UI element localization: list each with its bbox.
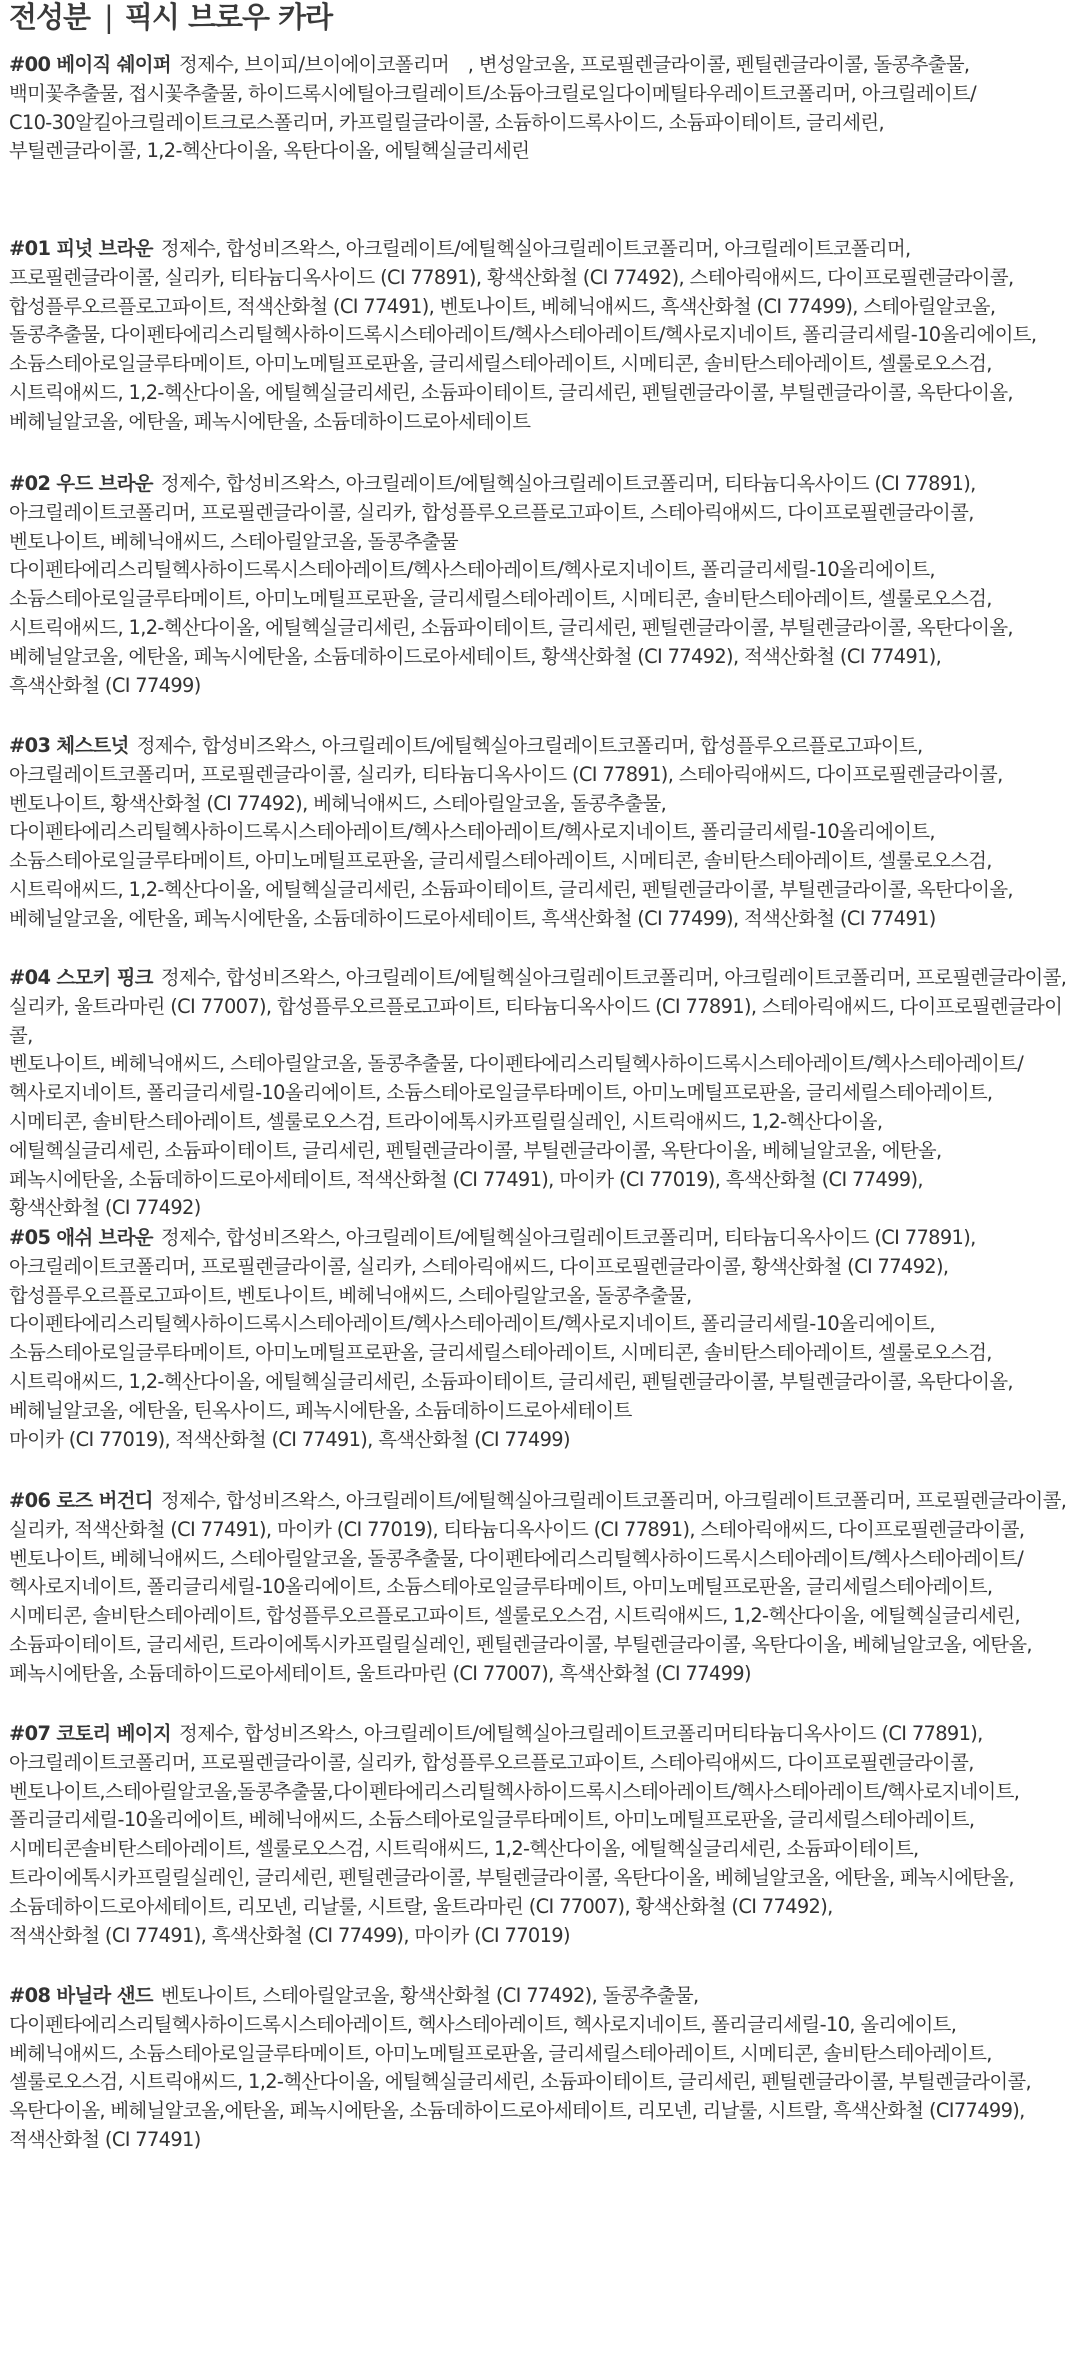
shade-name: #01 피넛 브라운 [9, 237, 153, 260]
shade-name: #03 체스트넛 [9, 734, 129, 757]
ingredient-section-00 [9, 51, 1072, 166]
ingredient-section-08 [9, 1982, 1072, 2155]
product-name: 픽시 브로우 카라 [124, 0, 333, 34]
shade-name: #04 스모키 핑크 [9, 966, 153, 989]
ingredient-section-05 [9, 1224, 1072, 1454]
ingredient-list: 정제수, 브이피/브이에이코폴리머 , 변성알코올, 프로필렌글라이콜, 펜틸렌글라이콜, 돌콩추출물, 백미꽃추출물, 접시꽃추출물, 하이드록시에틸아크릴레이트/소듐아크릴로일다이메틸타우레이트코폴리머, 아크릴레이트/ C10-30알킬아크릴레이트크로스폴리머, 카프릴릴글라이콜, 소듐하이드록사이드, 소듐파이테이트, 글리세린, 부틸렌글라이콜, 1,2-헥산다이올, 옥탄다이올, 에틸헥실글리세린 [9, 53, 976, 163]
ingredient-section-04 [9, 964, 1072, 1223]
page-title [9, 0, 1072, 46]
ingredient-list: 정제수, 합성비즈왁스, 아크릴레이트/에틸헥실아크릴레이트코폴리머, 아크릴레이트코폴리머, 프로필렌글라이콜, 실리카, 울트라마린 (CI 77007), 합성플루오르플로고파이트, 티타늄디옥사이드 (CI 77891), 스테아릭애씨드, 다이프로필렌글라이콜, 벤토나이트, 베헤닉애씨드, 스테아릴알코올, 돌콩추출물, 다이펜타에리스리틸헥사하이드록시스테아레이트/헥사스테아레이트/ 헥사로지네이트, 폴리글리세릴-10올리에이트, 소듐스테아로일글루타메이트, 아미노메틸프로판올, 글리세릴스테아레이트, 시메티콘, 솔비탄스테아레이트, 셀룰로오스검, 트라이에톡시카프릴릴실레인, 시트릭애씨드, 1,2-헥산다이올, 에틸헥실글리세린, 소듐파이테이트, 글리세린, 펜틸렌글라이콜, 부틸렌글라이콜, 옥탄다이올, 베헤닐알코올, 에탄올, 페녹시에탄올, 소듐데하이드로아세테이트, 적색산화철 (CI 77491), 마이카 (CI 77019), 흑색산화철 (CI 77499), 황색산화철 (CI 77492) [9, 966, 1067, 1220]
ingredient-section-06 [9, 1487, 1072, 1689]
ingredient-list: 정제수, 합성비즈왁스, 아크릴레이트/에틸헥실아크릴레이트코폴리머, 아크릴레이트코폴리머, 프로필렌글라이콜, 실리카, 적색산화철 (CI 77491), 마이카 (CI 77019), 티타늄디옥사이드 (CI 77891), 스테아릭애씨드, 다이프로필렌글라이콜, 벤토나이트, 베헤닉애씨드, 스테아릴알코올, 돌콩추출물, 다이펜타에리스리틸헥사하이드록시스테아레이트/헥사스테아레이트/ 헥사로지네이트, 폴리글리세릴-10올리에이트, 소듐스테아로일글루타메이트, 아미노메틸프로판올, 글리세릴스테아레이트, 시메티콘, 솔비탄스테아레이트, 합성플루오르플로고파이트, 셀룰로오스검, 시트릭애씨드, 1,2-헥산다이올, 에틸헥실글리세린, 소듐파이테이트, 글리세린, 트라이에톡시카프릴릴실레인, 펜틸렌글라이콜, 부틸렌글라이콜, 옥탄다이올, 베헤닐알코올, 에탄올, 페녹시에탄올, 소듐데하이드로아세테이트, 울트라마린 (CI 77007), 흑색산화철 (CI 77499) [9, 1489, 1067, 1685]
ingredient-section-03 [9, 732, 1072, 934]
ingredient-list: 정제수, 합성비즈왁스, 아크릴레이트/에틸헥실아크릴레이트코폴리머, 아크릴레이트코폴리머, 프로필렌글라이콜, 실리카, 티타늄디옥사이드 (CI 77891), 황색산화철 (CI 77492), 스테아릭애씨드, 다이프로필렌글라이콜, 합성플루오르플로고파이트, 적색산화철 (CI 77491), 벤토나이트, 베헤닉애씨드, 흑색산화철 (CI 77499), 스테아릴알코올, 돌콩추출물, 다이펜타에리스리틸헥사하이드록시스테아레이트/헥사스테아레이트/헥사로지네이트, 폴리글리세릴-10올리에이트, 소듐스테아로일글루타메이트, 아미노메틸프로판올, 글리세릴스테아레이트, 시메티콘, 솔비탄스테아레이트, 셀룰로오스검, 시트릭애씨드, 1,2-헥산다이올, 에틸헥실글리세린, 소듐파이테이트, 글리세린, 펜틸렌글라이콜, 부틸렌글라이콜, 옥탄다이올, 베헤닐알코올, 에탄올, 페녹시에탄올, 소듐데하이드로아세테이트 [9, 237, 1037, 433]
ingredient-list: 정제수, 합성비즈왁스, 아크릴레이트/에틸헥실아크릴레이트코폴리머, 합성플루오르플로고파이트, 아크릴레이트코폴리머, 프로필렌글라이콜, 실리카, 티타늄디옥사이드 (CI 77891), 스테아릭애씨드, 다이프로필렌글라이콜, 벤토나이트, 황색산화철 (CI 77492), 베헤닉애씨드, 스테아릴알코올, 돌콩추출물, 다이펜타에리스리틸헥사하이드록시스테아레이트/헥사스테아레이트/헥사로지네이트, 폴리글리세릴-10올리에이트, 소듐스테아로일글루타메이트, 아미노메틸프로판올, 글리세릴스테아레이트, 시메티콘, 솔비탄스테아레이트, 셀룰로오스검, 시트릭애씨드, 1,2-헥산다이올, 에틸헥실글리세린, 소듐파이테이트, 글리세린, 펜틸렌글라이콜, 부틸렌글라이콜, 옥탄다이올, 베헤닐알코올, 에탄올, 페녹시에탄올, 소듐데하이드로아세테이트, 흑색산화철 (CI 77499), 적색산화철 (CI 77491) [9, 734, 1013, 930]
shade-name: #00 베이직 쉐이퍼 [9, 53, 171, 76]
ingredient-section-02 [9, 470, 1072, 700]
shade-name: #02 우드 브라운 [9, 472, 153, 495]
brand-label: 전성분 [9, 0, 91, 34]
ingredient-list: 정제수, 합성비즈왁스, 아크릴레이트/에틸헥실아크릴레이트코폴리머, 티타늄디옥사이드 (CI 77891), 아크릴레이트코폴리머, 프로필렌글라이콜, 실리카, 합성플루오르플로고파이트, 스테아릭애씨드, 다이프로필렌글라이콜, 벤토나이트, 베헤닉애씨드, 스테아릴알코올, 돌콩추출물 다이펜타에리스리틸헥사하이드록시스테아레이트/헥사스테아레이트/헥사로지네이트, 폴리글리세릴-10올리에이트, 소듐스테아로일글루타메이트, 아미노메틸프로판올, 글리세릴스테아레이트, 시메티콘, 솔비탄스테아레이트, 셀룰로오스검, 시트릭애씨드, 1,2-헥산다이올, 에틸헥실글리세린, 소듐파이테이트, 글리세린, 펜틸렌글라이콜, 부틸렌글라이콜, 옥탄다이올, 베헤닐알코올, 에탄올, 페녹시에탄올, 소듐데하이드로아세테이트, 황색산화철 (CI 77492), 적색산화철 (CI 77491), 흑색산화철 (CI 77499) [9, 472, 1013, 697]
ingredient-section-01 [9, 235, 1072, 437]
shade-name: #08 바닐라 샌드 [9, 1984, 153, 2007]
ingredient-list: 벤토나이트, 스테아릴알코올, 황색산화철 (CI 77492), 돌콩추출물, 다이펜타에리스리틸헥사하이드록시스테아레이트, 헥사스테아레이트, 헥사로지네이트, 폴리글리세릴-10, 올리에이트, 베헤닉애씨드, 소듐스테아로일글루타메이트, 아미노메틸프로판올, 글리세릴스테아레이트, 시메티콘, 솔비탄스테아레이트, 셀룰로오스검, 시트릭애씨드, 1,2-헥산다이올, 에틸헥실글리세린, 소듐파이테이트, 글리세린, 펜틸렌글라이콜, 부틸렌글라이콜, 옥탄다이올, 베헤닐알코올,에탄올, 페녹시에탄올, 소듐데하이드로아세테이트, 리모넨, 리날룰, 시트랄, 흑색산화철 (CI77499), 적색산화철 (CI 77491) [9, 1984, 1032, 2151]
ingredient-list: 정제수, 합성비즈왁스, 아크릴레이트/에틸헥실아크릴레이트코폴리머티타늄디옥사이드 (CI 77891), 아크릴레이트코폴리머, 프로필렌글라이콜, 실리카, 합성플루오르플로고파이트, 스테아릭애씨드, 다이프로필렌글라이콜, 벤토나이트,스테아릴알코올,돌콩추출물,다이펜타에리스리틸헥사하이드록시스테아레이트/헥사스테아레이트/헥사로지네이트, 폴리글리세릴-10올리에이트, 베헤닉애씨드, 소듐스테아로일글루타메이트, 아미노메틸프로판올, 글리세릴스테아레이트, 시메티콘솔비탄스테아레이트, 셀룰로오스검, 시트릭애씨드, 1,2-헥산다이올, 에틸헥실글리세린, 소듐파이테이트, 트라이에톡시카프릴릴실레인, 글리세린, 펜틸렌글라이콜, 부틸렌글라이콜, 옥탄다이올, 베헤닐알코올, 에탄올, 페녹시에탄올, 소듐데하이드로아세테이트, 리모넨, 리날룰, 시트랄, 울트라마린 (CI 77007), 황색산화철 (CI 77492), 적색산화철 (CI 77491), 흑색산화철 (CI 77499), 마이카 (CI 77019) [9, 1722, 1020, 1947]
shade-name: #07 코토리 베이지 [9, 1722, 171, 1745]
title-separator: | [104, 0, 113, 34]
ingredient-section-07 [9, 1720, 1072, 1950]
ingredient-list: 정제수, 합성비즈왁스, 아크릴레이트/에틸헥실아크릴레이트코폴리머, 티타늄디옥사이드 (CI 77891), 아크릴레이트코폴리머, 프로필렌글라이콜, 실리카, 스테아릭애씨드, 다이프로필렌글라이콜, 황색산화철 (CI 77492), 합성플루오르플로고파이트, 벤토나이트, 베헤닉애씨드, 스테아릴알코올, 돌콩추출물, 다이펜타에리스리틸헥사하이드록시스테아레이트/헥사스테아레이트/헥사로지네이트, 폴리글리세릴-10올리에이트, 소듐스테아로일글루타메이트, 아미노메틸프로판올, 글리세릴스테아레이트, 시메티콘, 솔비탄스테아레이트, 셀룰로오스검, 시트릭애씨드, 1,2-헥산다이올, 에틸헥실글리세린, 소듐파이테이트, 글리세린, 펜틸렌글라이콜, 부틸렌글라이콜, 옥탄다이올, 베헤닐알코올, 에탄올, 틴옥사이드, 페녹시에탄올, 소듐데하이드로아세테이트 마이카 (CI 77019), 적색산화철 (CI 77491), 흑색산화철 (CI 77499) [9, 1226, 1013, 1451]
shade-name: #06 로즈 버건디 [9, 1489, 153, 1512]
shade-name: #05 애쉬 브라운 [9, 1226, 153, 1249]
